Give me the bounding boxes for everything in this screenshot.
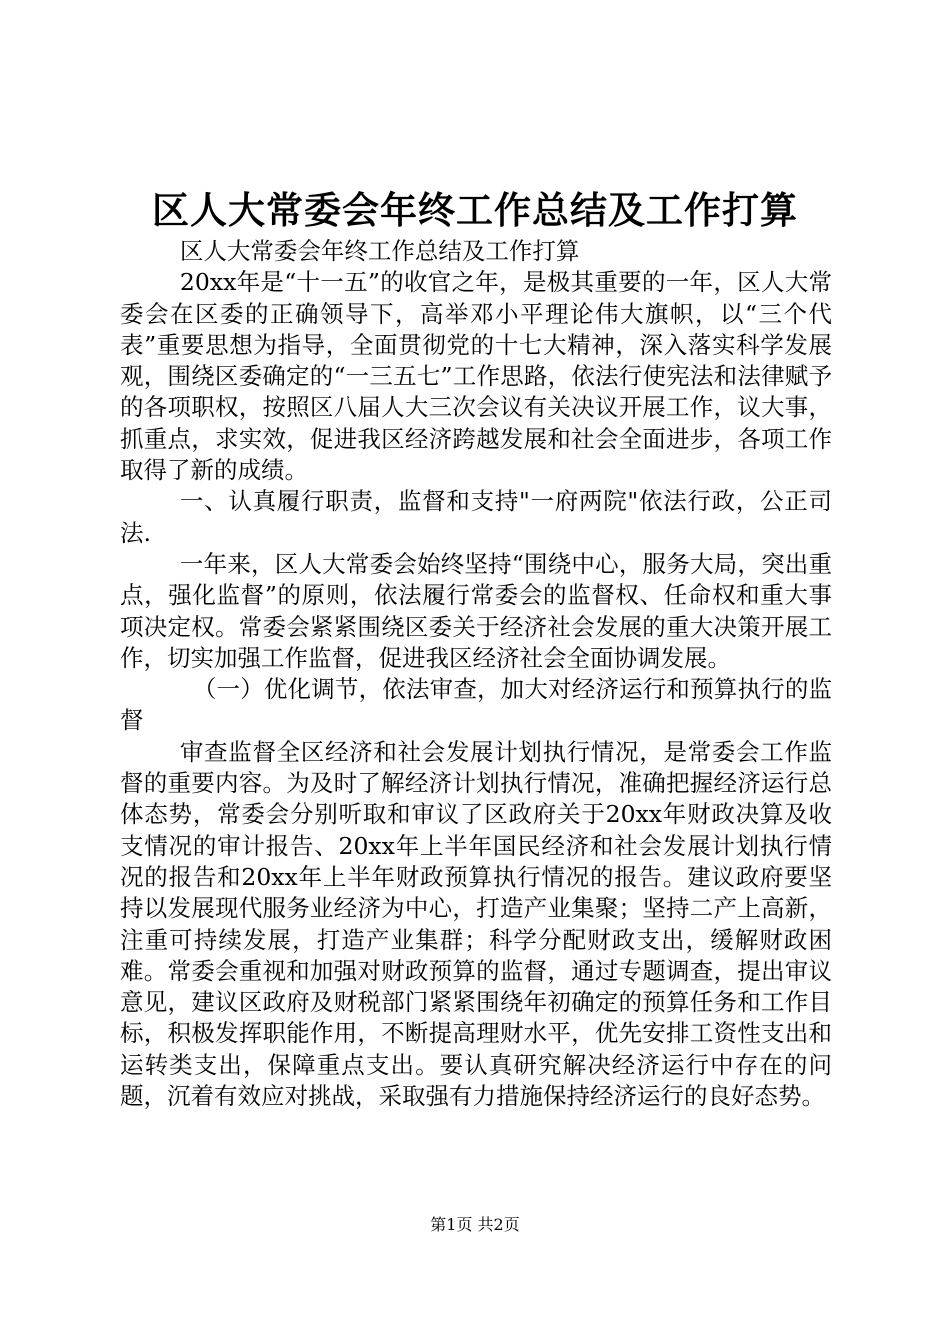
intro-paragraph: 20xx年是“十一五”的收官之年，是极其重要的一年，区人大常委会在区委的正确领导下，高举邓小平理论伟大旗帜，以“三个代表”重要思想为指导，全面贯彻党的十七大精神，深入落实科学发展观，围绕区委确定的“一三五七”工作思路，依法行使宪法和法律赋予的各项职权，按照区八届人大三次会议有关决议开展工作，议大事，抓重点，求实效，促进我区经济跨越发展和社会全面进步，各项工作取得了新的成绩。 [120,268,832,485]
section-heading: 一、认真履行职责，监督和支持"一府两院"依法行政，公正司法. [120,487,832,547]
subsection-heading: （一）优化调节，依法审查，加大对经济运行和预算执行的监督 [120,675,832,735]
document-title: 区人大常委会年终工作总结及工作打算 [152,188,798,232]
page-footer: 第1页 共2页 [430,1215,520,1234]
subsection-paragraph: 审查监督全区经济和社会发展计划执行情况，是常委会工作监督的重要内容。为及时了解经济计划执行情况，准确把握经济运行总体态势，常委会分别听取和审议了区政府关于20xx年财政决算及收支情况的审计报告、20xx年上半年国民经济和社会发展计划执行情况的报告和20xx年上半年财政预算执行情况的报告。建议政府要坚持以发展现代服务业经济为中心，打造产业集聚；坚持二产上高新，注重可持续发展，打造产业集群；科学分配财政支出，缓解财政困难。常委会重视和加强对财政预算的监督，通过专题调查，提出审议意见，建议区政府及财税部门紧紧围绕年初确定的预算任务和工作目标，积极发挥职能作用，不断提高理财水平，优先安排工资性支出和运转类支出，保障重点支出。要认真研究解决经济运行中存在的问题，沉着有效应对挑战，采取强有力措施保持经济运行的良好态势。 [120,737,832,1111]
section-paragraph: 一年来，区人大常委会始终坚持“围绕中心，服务大局，突出重点，强化监督”的原则，依法履行常委会的监督权、任命权和重大事项决定权。常委会紧紧围绕区委关于经济社会发展的重大决策开展工作，切实加强工作监督，促进我区经济社会全面协调发展。 [120,549,832,672]
subtitle-paragraph: 区人大常委会年终工作总结及工作打算 [179,237,580,265]
document-body [120,236,832,1112]
